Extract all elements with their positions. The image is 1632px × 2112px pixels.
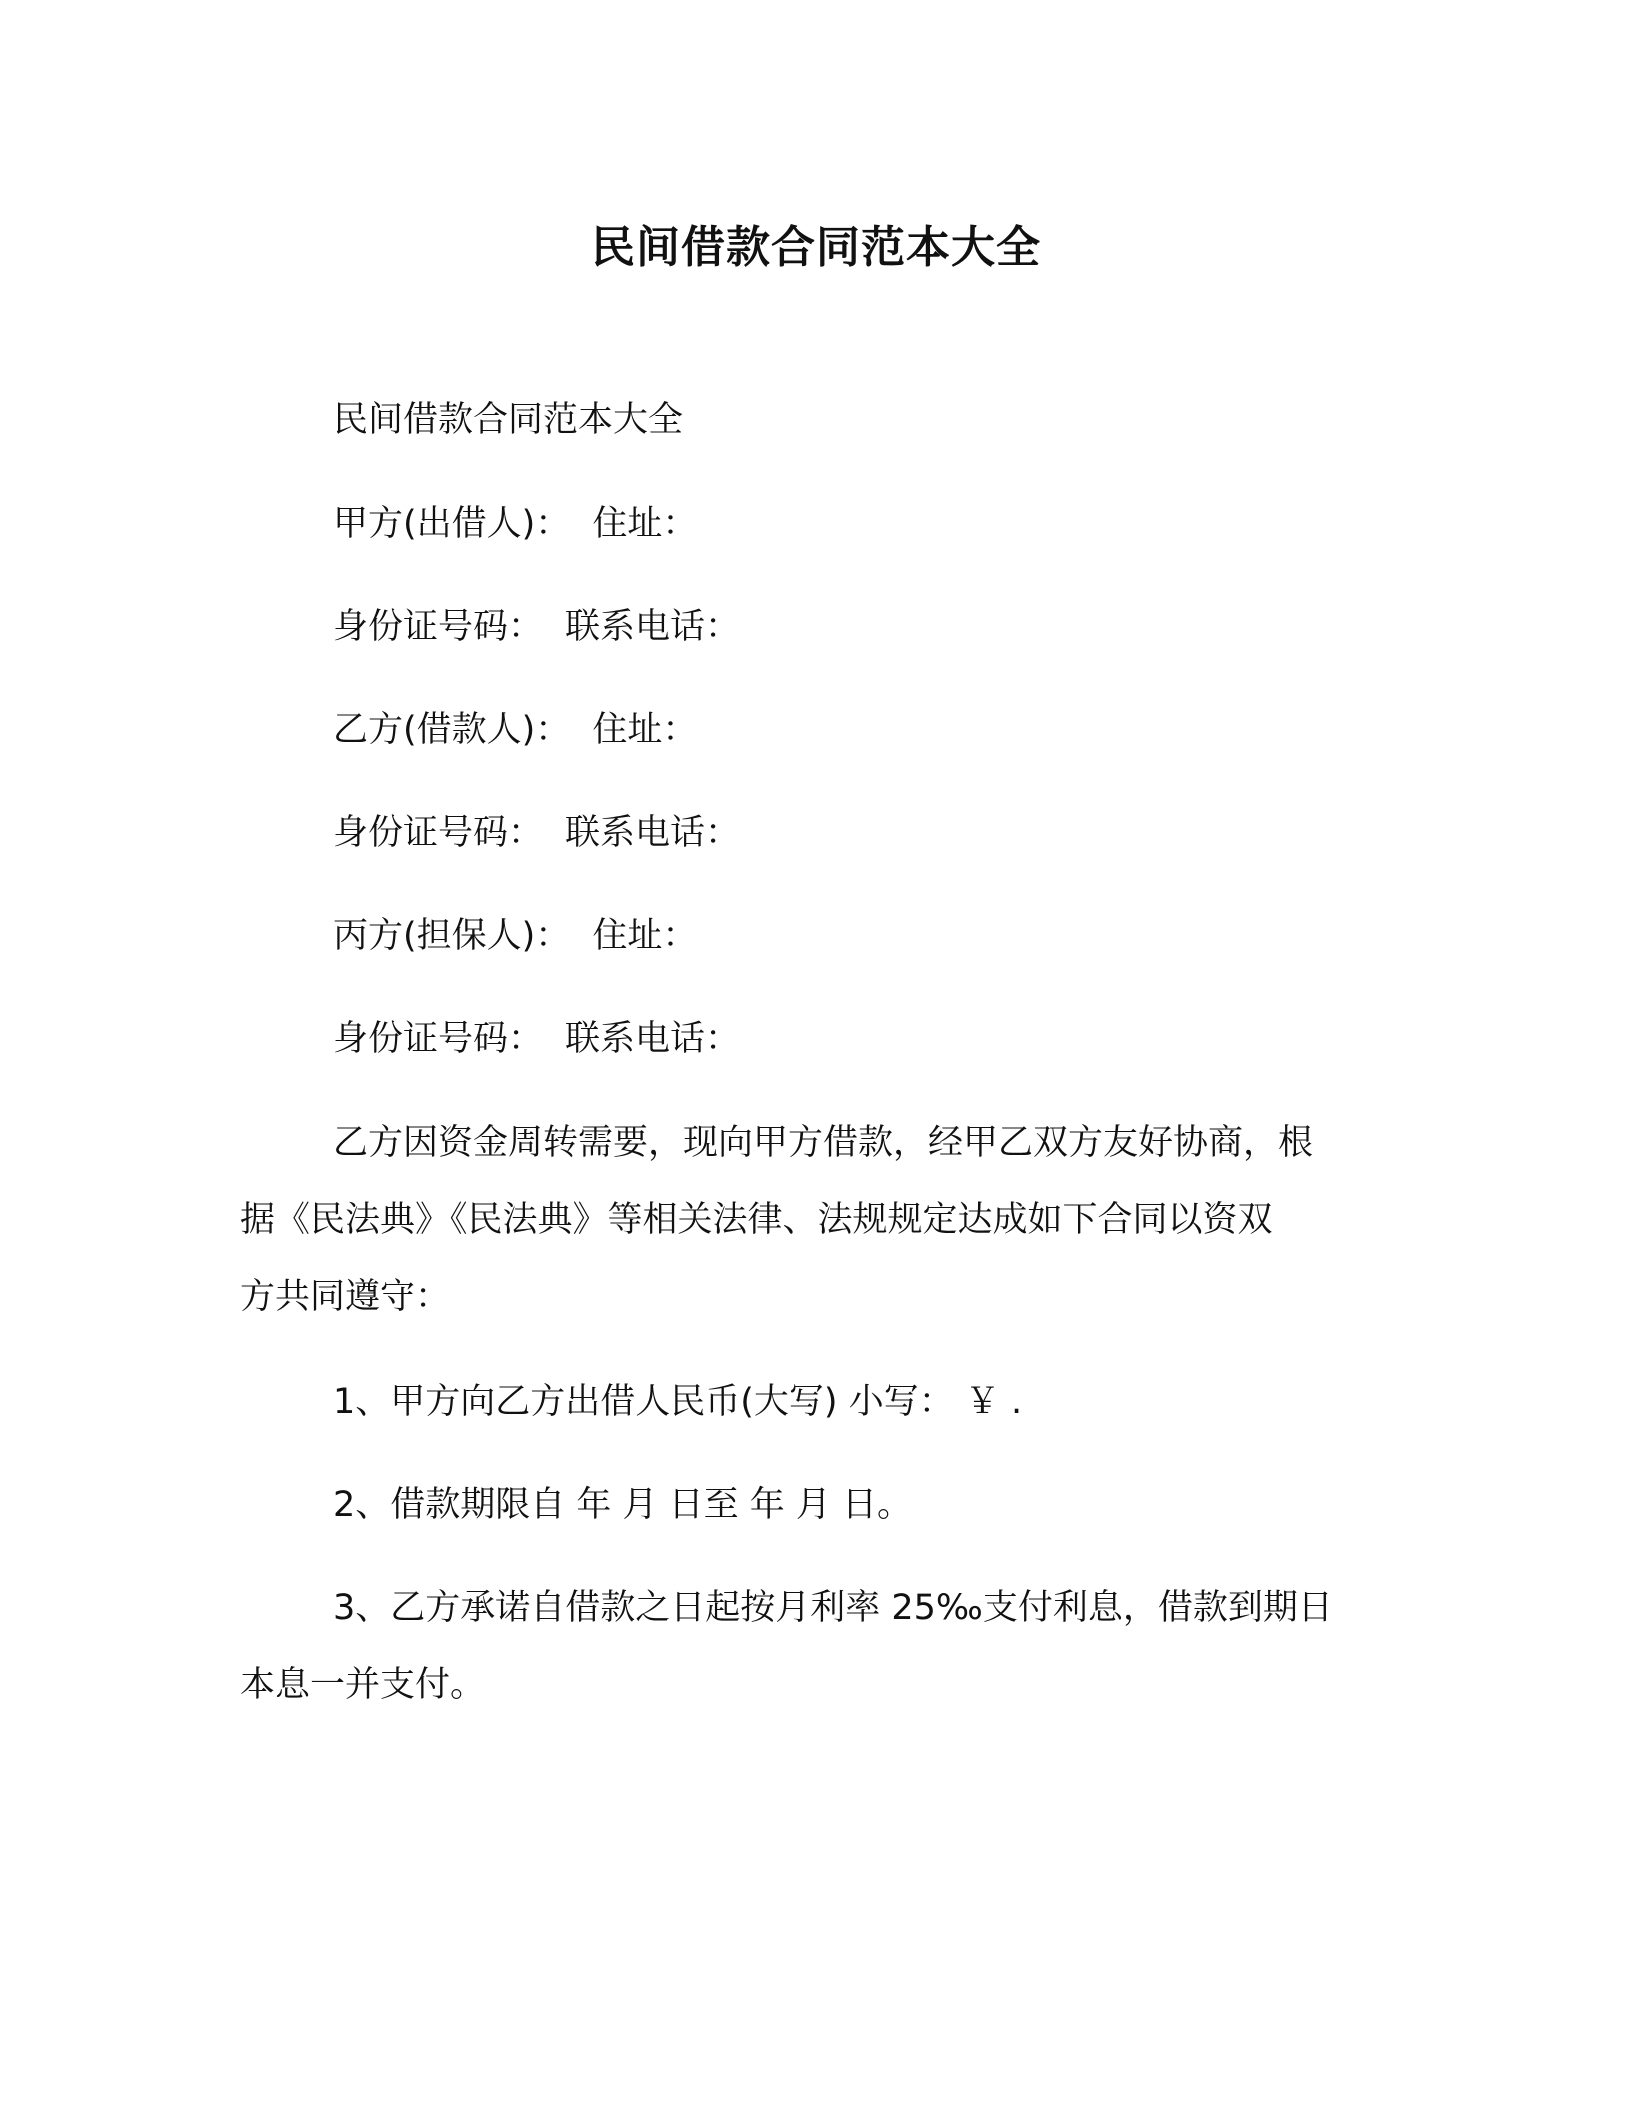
preamble-line-2: 据《民法典》《民法典》等相关法律、法规规定达成如下合同以资双: [240, 1200, 1273, 1240]
document-subtitle: 民间借款合同范本大全: [333, 400, 684, 440]
party-b-phone-label: 联系电话：: [565, 813, 741, 853]
party-b-address-label: 住址：: [592, 710, 698, 750]
party-b-id-label: 身份证号码：: [333, 813, 544, 853]
party-c-contact-line: [333, 1015, 740, 1063]
party-c-address-label: 住址：: [592, 916, 698, 956]
party-b-label: 乙方(借款人)：: [333, 710, 571, 750]
party-a-phone-label: 联系电话：: [565, 607, 741, 647]
document-title: 民间借款合同范本大全: [591, 222, 1041, 273]
party-c-line: [333, 912, 697, 960]
party-c-id-label: 身份证号码：: [333, 1019, 544, 1059]
party-b-contact-line: [333, 809, 740, 857]
party-c-label: 丙方(担保人)：: [333, 916, 571, 956]
party-c-phone-label: 联系电话：: [565, 1019, 741, 1059]
party-a-contact-line: [333, 603, 740, 651]
party-a-line: [333, 500, 697, 548]
clause-2: 2、借款期限自 年 月 日至 年 月 日。: [333, 1485, 913, 1525]
party-a-id-label: 身份证号码：: [333, 607, 544, 647]
clause-3-line-1: 3、乙方承诺自借款之日起按月利率 25‰支付利息，借款到期日: [333, 1588, 1333, 1628]
clause-3-line-2: 本息一并支付。: [240, 1665, 486, 1705]
party-b-line: [333, 706, 697, 754]
preamble-line-1: 乙方因资金周转需要，现向甲方借款，经甲乙双方友好协商，根: [333, 1123, 1314, 1163]
party-a-label: 甲方(出借人)：: [333, 504, 571, 544]
party-a-address-label: 住址：: [592, 504, 698, 544]
clause-1: 1、甲方向乙方出借人民币(大写) 小写： ￥ .: [333, 1382, 1023, 1422]
preamble-line-3: 方共同遵守：: [240, 1277, 451, 1317]
